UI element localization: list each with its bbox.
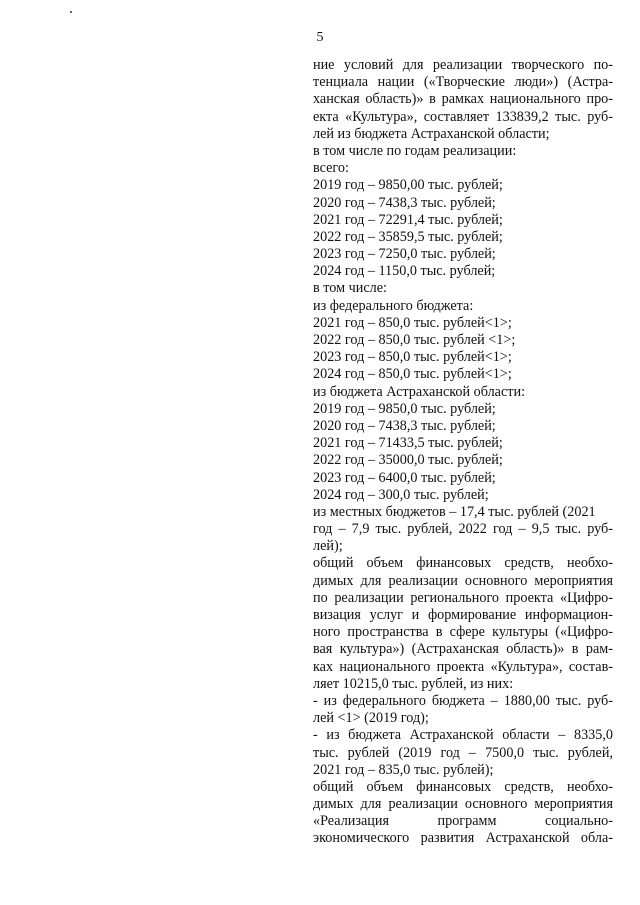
- text-line: вая культура») (Астраханская область)» в рам-: [313, 641, 613, 658]
- text-line: в том числе по годам реализации:: [313, 142, 517, 159]
- text-line: лей <1> (2019 год);: [313, 710, 429, 727]
- text-line: по реализации регионального проекта «Цифро-: [313, 589, 613, 606]
- text-line: ние условий для реализации творческого по-: [313, 57, 613, 73]
- text-line: лей из бюджета Астраханской области;: [313, 125, 550, 142]
- text-line: «Реализация программ социально-: [313, 813, 613, 830]
- text-line: 2024 год – 300,0 тыс. рублей;: [313, 486, 489, 503]
- text-line: ного пространства в сфере культуры («Цифро-: [313, 624, 613, 641]
- text-line: из бюджета Астраханской области:: [313, 383, 526, 400]
- text-line: 2024 год – 1150,0 тыс. рублей;: [313, 263, 496, 280]
- page-number: 5: [316, 30, 324, 45]
- text-line: ханская область)» в рамках национального про-: [313, 91, 613, 108]
- body-text: [313, 57, 613, 848]
- text-line: из федерального бюджета:: [313, 297, 474, 314]
- text-line: из местных бюджетов – 17,4 тыс. рублей (2021: [313, 503, 596, 520]
- text-line: общий объем финансовых средств, необхо-: [313, 555, 613, 572]
- text-line: 2023 год – 6400,0 тыс. рублей;: [313, 469, 496, 486]
- text-line: лей);: [313, 538, 343, 555]
- text-line: 2021 год – 72291,4 тыс. рублей;: [313, 211, 503, 228]
- text-line: тенциала нации («Творческие люди») (Астра-: [313, 74, 613, 91]
- text-line: 2023 год – 7250,0 тыс. рублей;: [313, 246, 496, 263]
- text-line: общий объем финансовых средств, необхо-: [313, 778, 613, 795]
- text-line: ках национального проекта «Культура», состав-: [313, 658, 613, 675]
- text-line: 2021 год – 71433,5 тыс. рублей;: [313, 435, 503, 452]
- text-line: 2023 год – 850,0 тыс. рублей<1>;: [313, 349, 512, 366]
- text-line: 2020 год – 7438,3 тыс. рублей;: [313, 194, 496, 211]
- text-line: димых для реализации основного мероприятия: [313, 796, 613, 813]
- text-line: 2022 год – 35000,0 тыс. рублей;: [313, 452, 503, 469]
- text-line: 2019 год – 9850,0 тыс. рублей;: [313, 400, 496, 417]
- text-line: 2020 год – 7438,3 тыс. рублей;: [313, 417, 496, 434]
- text-line: ляет 10215,0 тыс. рублей, из них:: [313, 675, 514, 692]
- text-line: 2022 год – 35859,5 тыс. рублей;: [313, 228, 503, 245]
- scan-speck: [70, 11, 72, 13]
- text-line: 2021 год – 850,0 тыс. рублей<1>;: [313, 314, 512, 331]
- text-line: - из бюджета Астраханской области – 8335,0: [313, 727, 613, 744]
- text-line: 2021 год – 835,0 тыс. рублей);: [313, 761, 494, 778]
- text-line: тыс. рублей (2019 год – 7500,0 тыс. рублей,: [313, 744, 613, 761]
- text-line: в том числе:: [313, 280, 387, 297]
- text-line: визация услуг и формирование информацион-: [313, 607, 613, 623]
- text-line: всего:: [313, 160, 349, 177]
- text-line: екта «Культура», составляет 133839,2 тыс. руб-: [313, 108, 613, 125]
- text-line: год – 7,9 тыс. рублей, 2022 год – 9,5 тыс. руб-: [313, 521, 613, 538]
- text-line: экономического развития Астраханской обла-: [313, 830, 613, 847]
- text-line: - из федерального бюджета – 1880,00 тыс. руб-: [313, 692, 613, 709]
- text-line: 2022 год – 850,0 тыс. рублей <1>;: [313, 332, 516, 348]
- text-line: димых для реализации основного мероприятия: [313, 572, 613, 589]
- text-line: 2024 год – 850,0 тыс. рублей<1>;: [313, 366, 512, 383]
- text-line: 2019 год – 9850,00 тыс. рублей;: [313, 177, 503, 194]
